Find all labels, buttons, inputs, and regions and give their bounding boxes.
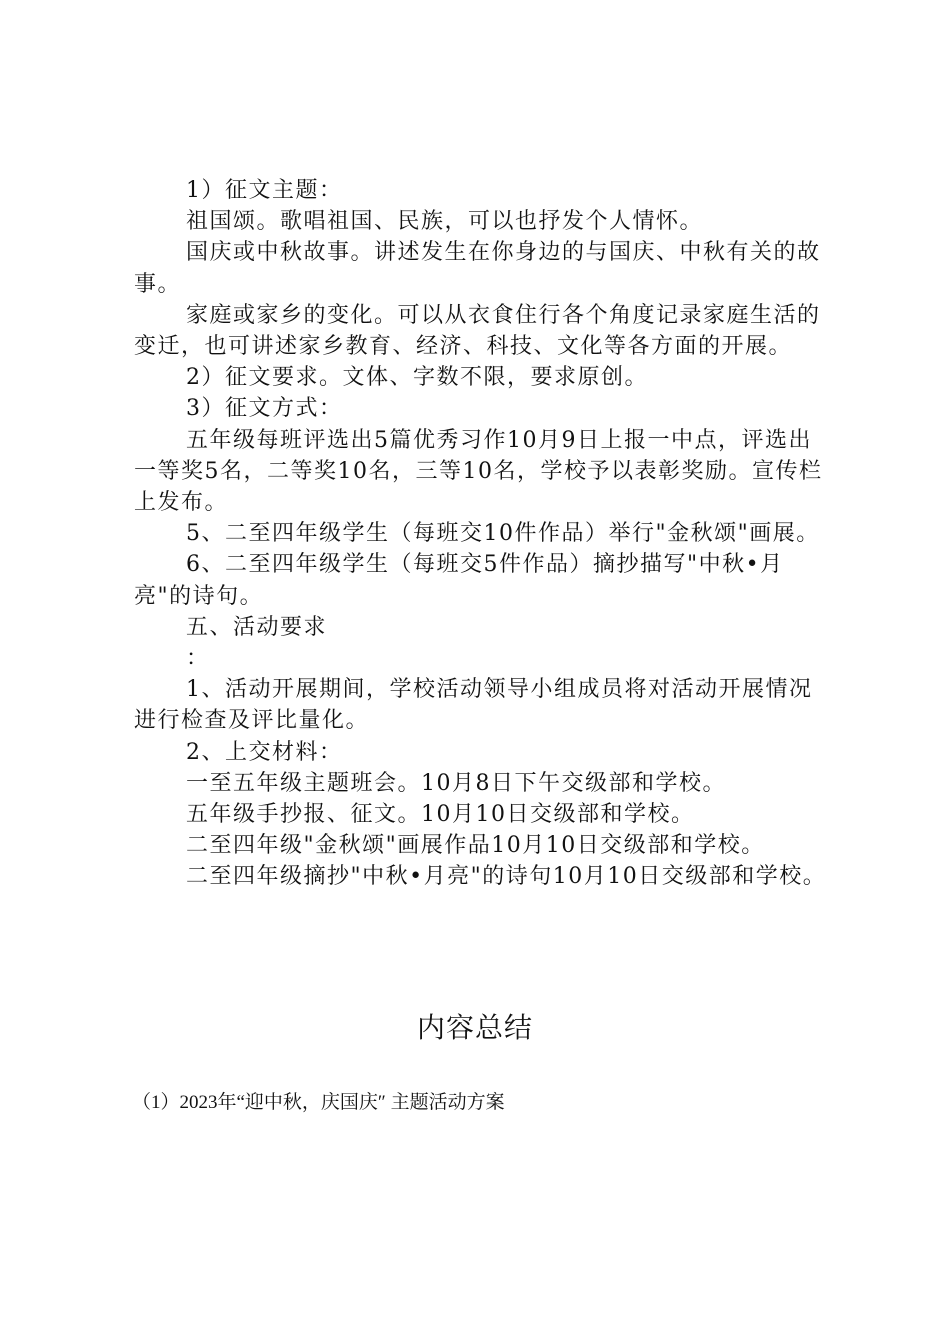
paragraph-requirement-2: 2、上交材料： (186, 739, 343, 765)
paragraph-theme-motherland: 祖国颂。歌唱祖国、民族，可以也抒发个人情怀。 (186, 209, 704, 235)
summary-title: 内容总结 (416, 1011, 533, 1044)
paragraph-essay-theme-heading: 1）征文主题： (186, 178, 343, 203)
paragraph-theme-stories: 国庆或中秋故事。讲述发生在你身边的与国庆、中秋有关的故事。 (134, 240, 821, 297)
section-heading-requirements: 五、活动要求 (186, 614, 328, 640)
paragraph-submission-poems: 二至四年级摘抄"中秋•月亮"的诗句10月10日交级部和学校。 (186, 864, 827, 890)
paragraph-submission-class-meeting: 一至五年级主题班会。10月8日下午交级部和学校。 (186, 770, 726, 796)
paragraph-item-6: 6、二至四年级学生（每班交5件作品）摘抄描写"中秋•月亮"的诗句。 (134, 552, 784, 609)
paragraph-theme-family-changes: 家庭或家乡的变化。可以从衣食住行各个角度记录家庭生活的变迁，也可讲述家乡教育、经济、科技、文化等各方面的开展。 (134, 302, 821, 360)
paragraph-item-5: 5、二至四年级学生（每班交10件作品）举行"金秋颂"画展。 (186, 521, 820, 547)
paragraph-essay-method: 五年级每班评选出5篇优秀习作10月9日上报一中点，评选出一等奖5名，二等奖10名，三等10名，学校予以表彰奖励。宣传栏上发布。 (134, 427, 823, 516)
document-body (134, 175, 828, 893)
paragraph-submission-newspaper: 五年级手抄报、征文。10月10日交级部和学校。 (186, 802, 695, 828)
paragraph-essay-requirements: 2）征文要求。文体、字数不限，要求原创。 (186, 365, 648, 391)
paragraph-colon: ： (186, 646, 210, 672)
paragraph-submission-painting: 二至四年级"金秋颂"画展作品10月10日交级部和学校。 (186, 833, 765, 859)
summary-item: （1）2023年“迎中秋，庆国庆″ 主题活动方案 (132, 1092, 505, 1113)
paragraph-requirement-1: 1、活动开展期间，学校活动领导小组成员将对活动开展情况进行检查及评比量化。 (134, 677, 813, 734)
paragraph-essay-method-heading: 3）征文方式： (186, 396, 343, 422)
